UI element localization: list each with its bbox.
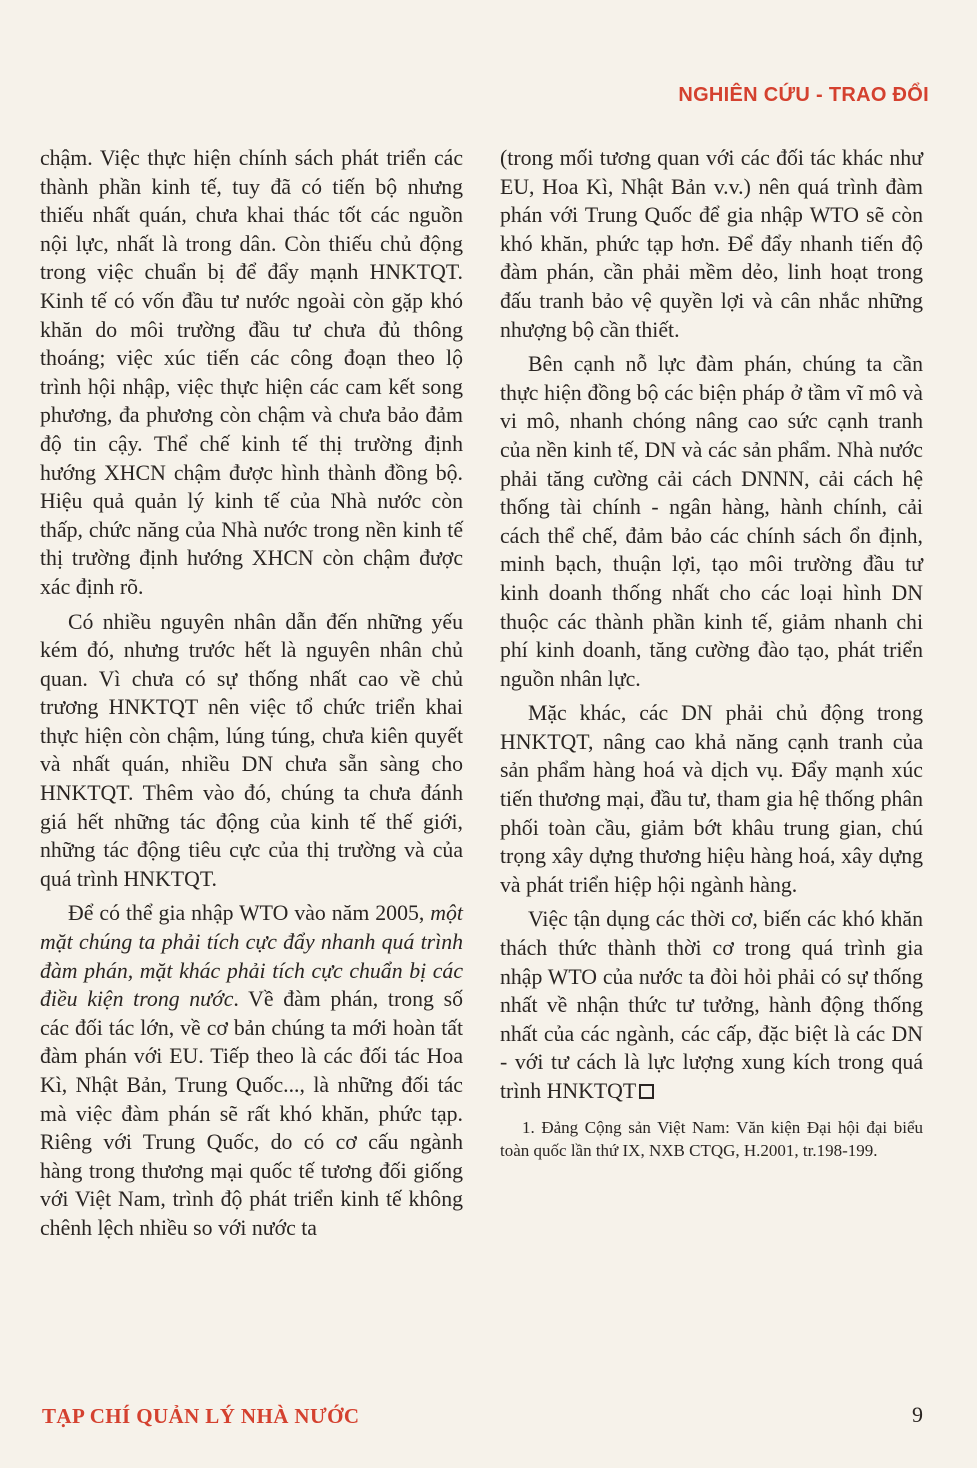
- section-header: NGHIÊN CỨU - TRAO ĐỔI: [678, 84, 929, 106]
- right-paragraph-4-text: Việc tận dụng các thời cơ, biến các khó khăn thách thức thành thời cơ trong quá trình gia nhập WTO của nước ta đòi hỏi phải có sự thống nhất về nhận thức tư tưởng, hành động thống nhất của các ngành, các cấp, đặc biệt là các DN - với tư cách là lực lượng xung kích trong quá trình HNKTQT: [500, 907, 923, 1103]
- right-paragraph-3: Mặc khác, các DN phải chủ động trong HNKTQT, nâng cao khả năng cạnh tranh của sản phẩm hàng hoá và dịch vụ. Đẩy mạnh xúc tiến thương mại, đầu tư, tham gia hệ thống phân phối toàn cầu, giảm bớt khâu trung gian, chú trọng xây dựng thương hiệu hàng hoá, xây dựng và phát triển hiệp hội ngành hàng.: [500, 701, 923, 897]
- left-column: [40, 144, 463, 1249]
- right-paragraph-4: [500, 905, 923, 1105]
- journal-title: TẠP CHÍ QUẢN LÝ NHÀ NƯỚC: [42, 1404, 360, 1428]
- page-number: 9: [912, 1402, 923, 1427]
- right-paragraph-1: (trong mối tương quan với các đối tác khác như EU, Hoa Kì, Nhật Bản v.v.) nên quá trình đàm phán với Trung Quốc để gia nhập WTO sẽ còn khó khăn, phức tạp hơn. Để đẩy nhanh tiến độ đàm phán, cần phải mềm dẻo, linh hoạt trong đấu tranh bảo vệ quyền lợi và cân nhắc những nhượng bộ cần thiết.: [500, 146, 923, 342]
- footnote: [500, 1116, 923, 1162]
- left-paragraph-3-italic: một mặt chúng ta phải tích cực đẩy nhanh quá trình đàm phán, mặt khác phải tích cực chuẩn bị các điều kiện trong nước: [40, 901, 463, 1012]
- left-paragraph-3-start: Để có thể gia nhập WTO vào năm 2005,: [68, 901, 431, 926]
- left-paragraph-3-end: . Về đàm phán, trong số các đối tác lớn, về cơ bản chúng ta mới hoàn tất đàm phán với EU. Tiếp theo là các đối tác Hoa Kì, Nhật Bản, Trung Quốc..., là những đối tác mà việc đàm phán sẽ rất khó khăn, phức tạp. Riêng với Trung Quốc, do có cơ cấu ngành hàng trong thương mại quốc tế tương đối giống với Việt Nam, trình độ phát triển kinh tế không chênh lệch nhiều so với nước ta: [40, 987, 463, 1240]
- footnote-text: 1. Đảng Cộng sản Việt Nam: Văn kiện Đại hội đại biểu toàn quốc lần thứ IX, NXB CTQG, H.2001, tr.198-199.: [500, 1117, 923, 1160]
- left-paragraph-1: chậm. Việc thực hiện chính sách phát triển các thành phần kinh tế, tuy đã có tiến bộ nhưng thiếu nhất quán, chưa khai thác tốt các nguồn nội lực, nhất là trong dân. Còn thiếu chủ động trong việc chuẩn bị để đẩy mạnh HNKTQT. Kinh tế có vốn đầu tư nước ngoài còn gặp khó khăn do môi trường đầu tư chưa đủ thông thoáng; việc xúc tiến các công đoạn theo lộ trình hội nhập, việc thực hiện các cam kết song phương, đa phương còn chậm và chưa bảo đảm độ tin cậy. Thể chế kinh tế thị trường định hướng XHCN chậm được hình thành đồng bộ. Hiệu quả quản lý kinh tế của Nhà nước còn thấp, chức năng của Nhà nước trong nền kinh tế thị trường định hướng XHCN còn chậm được xác định rõ.: [40, 146, 463, 599]
- left-paragraph-3: [40, 899, 463, 1242]
- left-paragraph-2: Có nhiều nguyên nhân dẫn đến những yếu kém đó, nhưng trước hết là nguyên nhân chủ quan. Vì chưa có sự thống nhất cao về chủ trương HNKTQT nên việc tổ chức triển khai thực hiện còn chậm, lúng túng, chưa kiên quyết và nhất quán, nhiều DN chưa sẵn sàng cho HNKTQT. Thêm vào đó, chúng ta chưa đánh giá hết những tác động của kinh tế thế giới, những tác động tiêu cực của thị trường và của quá trình HNKTQT.: [40, 609, 463, 891]
- right-paragraph-2: Bên cạnh nỗ lực đàm phán, chúng ta cần thực hiện đồng bộ các biện pháp ở tầm vĩ mô và vi mô, nhanh chóng nâng cao sức cạnh tranh của nền kinh tế, DN và các sản phẩm. Nhà nước phải tăng cường cải cách DNNN, cải cách hệ thống tài chính - ngân hàng, hành chính, cải cách thể chế, đảm bảo các chính sách ổn định, minh bạch, thuận lợi, tạo môi trường đầu tư kinh doanh thống nhất cho các loại hình DN thuộc các thành phần kinh tế, giảm nhanh chi phí kinh doanh, tăng cường đào tạo, phát triển nguồn nhân lực.: [500, 352, 923, 691]
- right-column: [500, 144, 923, 1162]
- end-of-article-square-icon: [639, 1084, 654, 1099]
